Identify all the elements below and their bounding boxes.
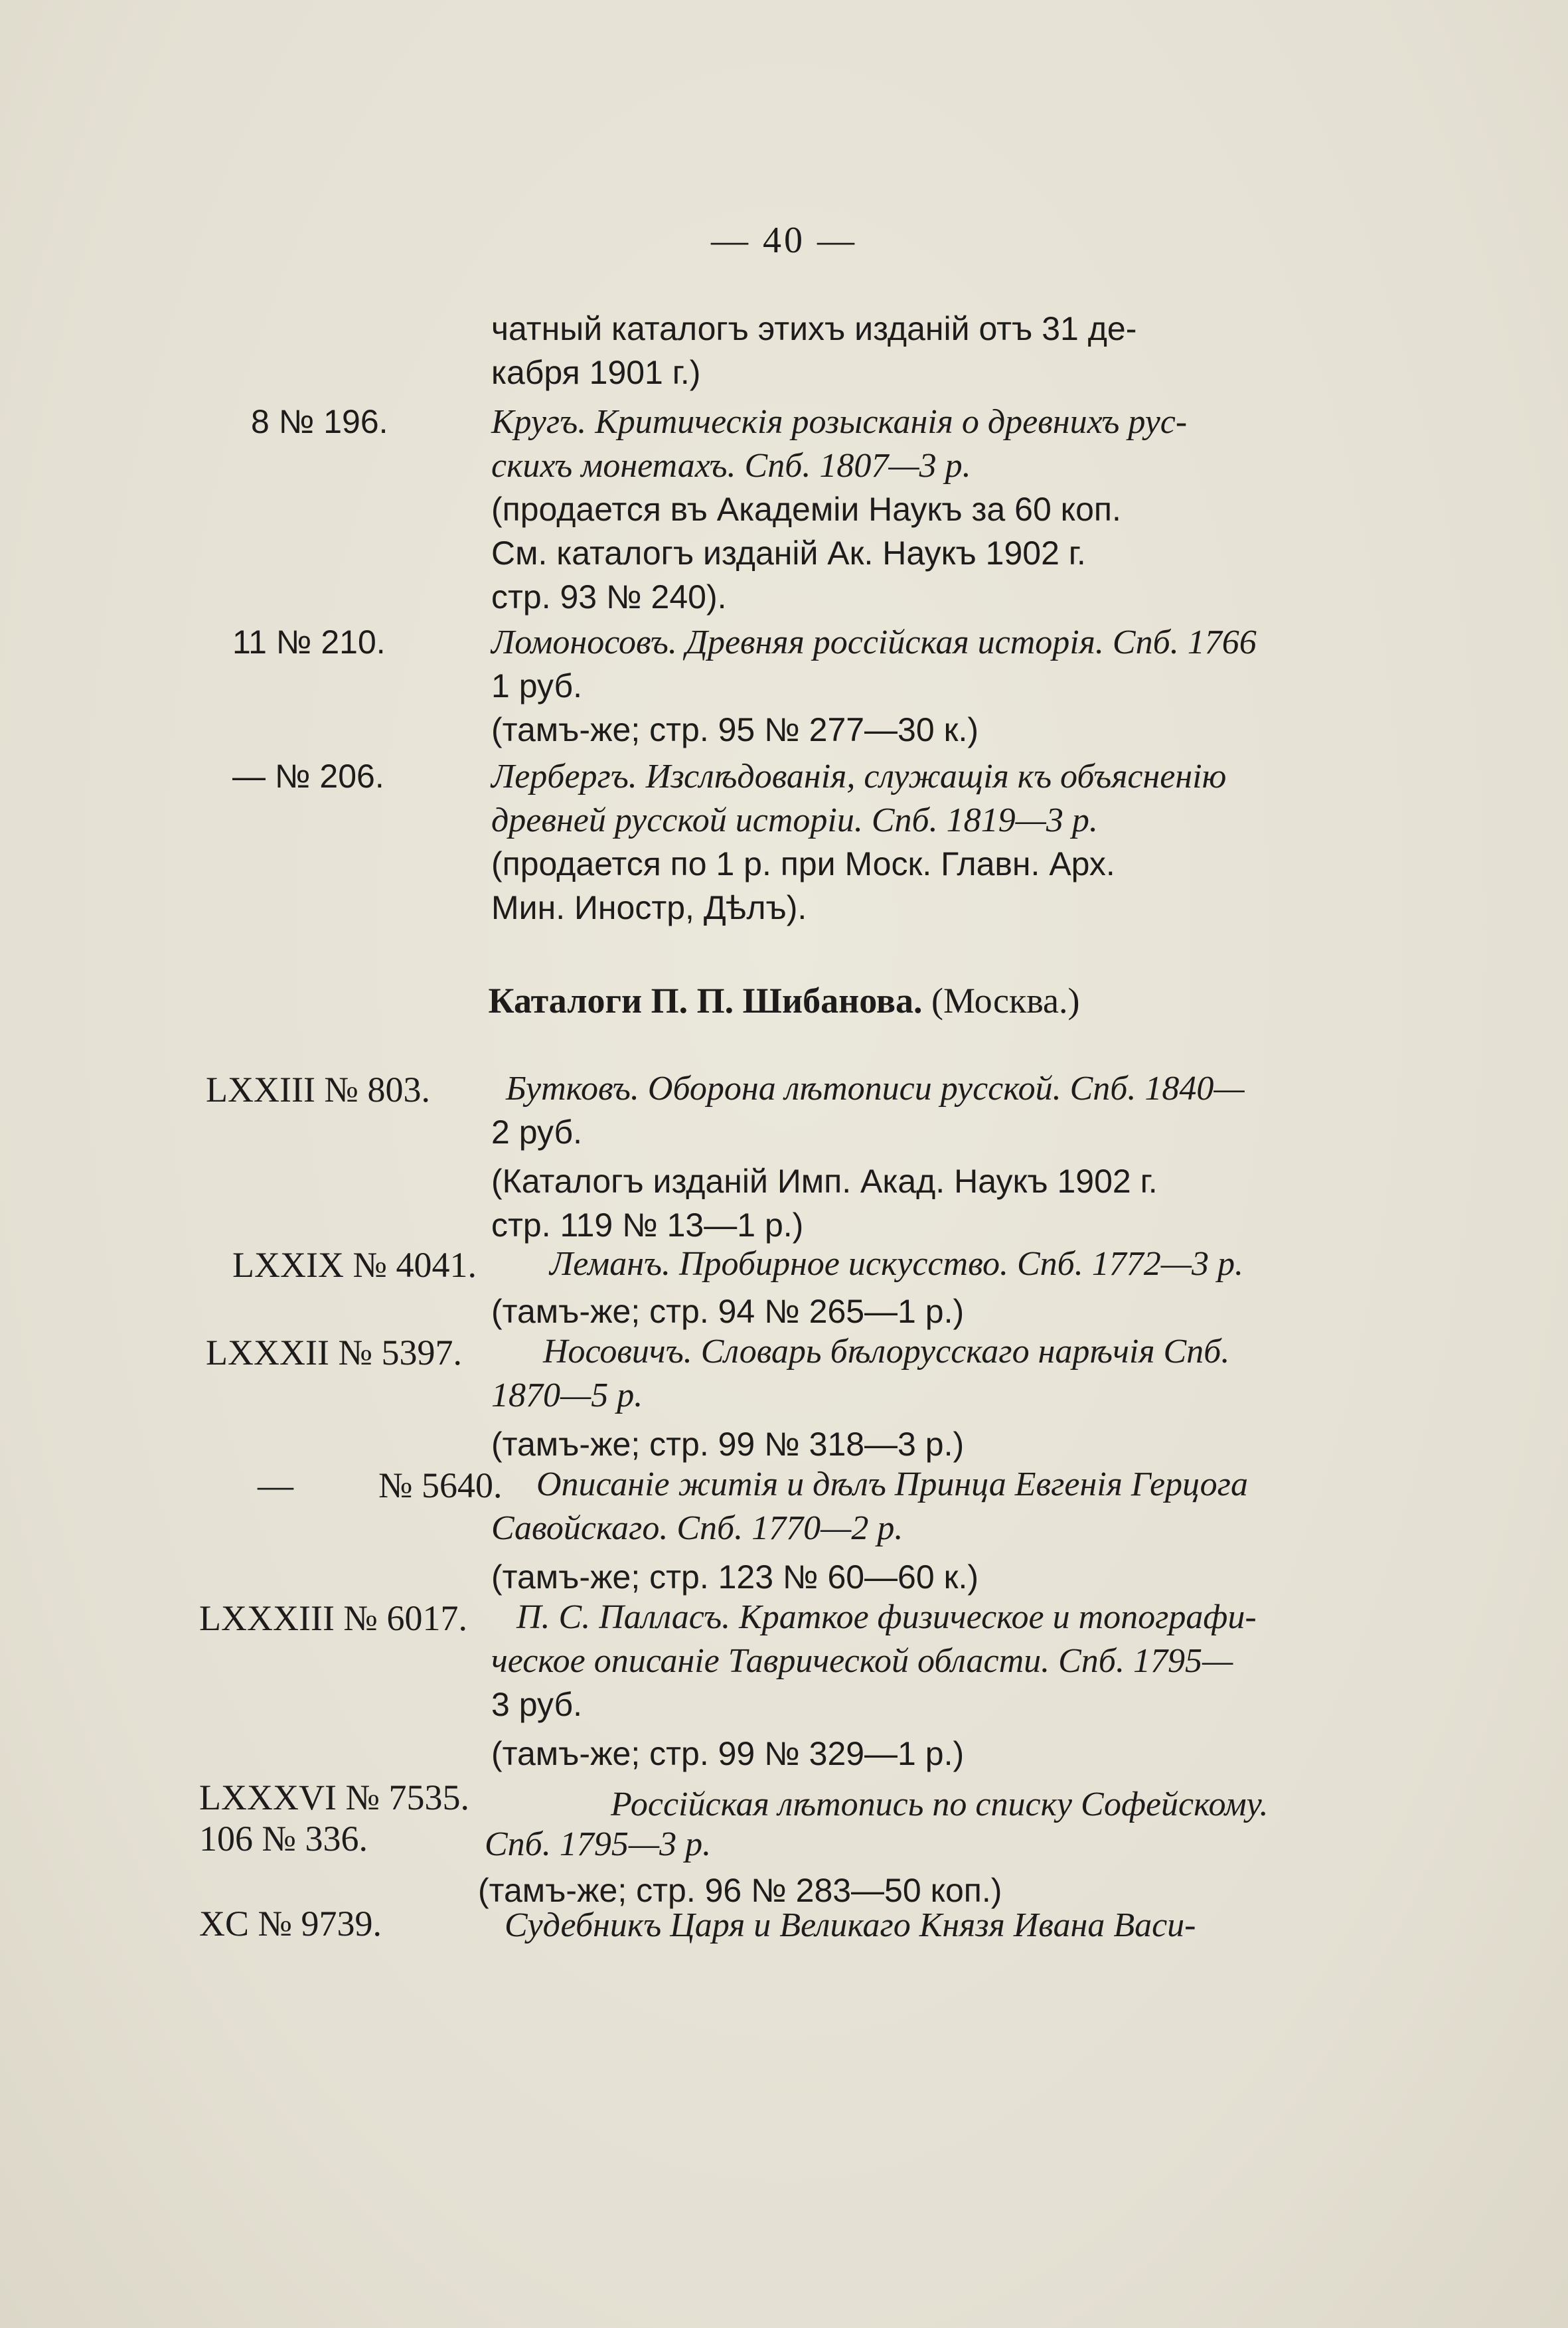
section-heading <box>0 980 1568 1021</box>
entry-number: LXXXIII № 6017. <box>199 1598 467 1638</box>
entry-note-line: См. каталогъ изданій Ак. Наукъ 1902 г. <box>491 535 1086 572</box>
entry-number: 8 № 196. <box>251 403 388 440</box>
entry-title-line: ческое описаніе Таврической области. Спб. 1795— <box>491 1642 1233 1680</box>
entry-note-line: стр. 119 № 13—1 р.) <box>491 1206 804 1244</box>
entry-number: LXXIX № 4041. <box>232 1245 477 1285</box>
entry-title-line: 1870—5 р. <box>491 1376 643 1414</box>
entry-title-line: Лербергъ. Изслѣдованія, служащія къ объясненію <box>491 758 1227 795</box>
entry-note-line: стр. 93 № 240). <box>491 578 727 616</box>
entry-title-line: Судебникъ Царя и Великаго Князя Ивана Васи- <box>505 1906 1196 1944</box>
entry-title-line: Кругъ. Критическія розысканія о древнихъ рус- <box>491 403 1188 441</box>
entry-price-line: 3 руб. <box>491 1686 583 1723</box>
entry-note-line: Мин. Иностр, Дѣлъ). <box>491 889 807 926</box>
entry-number: LXXXII № 5397. <box>206 1333 462 1372</box>
page-number: — 40 — <box>711 220 857 261</box>
entry-title-line: Носовичъ. Словарь бѣлорусскаго нарѣчія Спб. <box>543 1333 1230 1371</box>
entry-note-line: (тамъ-же; стр. 95 № 277—30 к.) <box>491 711 979 748</box>
entry-number: № 5640. <box>378 1465 503 1505</box>
entry-note-line: (Каталогъ изданій Имп. Акад. Наукъ 1902 г. <box>491 1163 1158 1200</box>
entry-price-line: 2 руб. <box>491 1114 583 1151</box>
entry-price-line: 1 руб. <box>491 667 583 705</box>
entry-number-dash: — <box>258 1465 293 1505</box>
entry-number: 11 № 210. <box>232 624 386 661</box>
continuation-line-2: кабря 1901 г.) <box>491 354 701 391</box>
heading-bold: Каталоги П. П. Шибанова. <box>488 981 923 1021</box>
entry-number-secondary: 106 № 336. <box>199 1819 368 1859</box>
entry-number: LXXXVI № 7535. <box>199 1778 469 1817</box>
entry-title-line: древней русской исторіи. Спб. 1819—3 р. <box>491 801 1098 839</box>
entry-note-line: (продается по 1 р. при Моск. Главн. Арх. <box>491 845 1115 882</box>
entry-note-line: (тамъ-же; стр. 99 № 318—3 р.) <box>491 1426 965 1463</box>
entry-title-line: Савойскаго. Спб. 1770—2 р. <box>491 1509 903 1547</box>
entry-note-line: (тамъ-же; стр. 96 № 283—50 коп.) <box>478 1872 1002 1909</box>
entry-note-line: (тамъ-же; стр. 123 № 60—60 к.) <box>491 1558 979 1596</box>
entry-note-line: (продается въ Академіи Наукъ за 60 коп. <box>491 491 1121 528</box>
continuation-line-1: чатный каталогъ этихъ изданій отъ 31 де- <box>491 310 1137 347</box>
entry-title-line: Ломоносовъ. Древняя россійская исторія. Спб. 1766 <box>491 624 1257 661</box>
entry-number: LXXIII № 803. <box>206 1070 430 1110</box>
entry-title-line: Спб. 1795—3 р. <box>485 1825 712 1863</box>
entry-number: — № 206. <box>232 758 384 795</box>
entry-note-line: (тамъ-же; стр. 99 № 329—1 р.) <box>491 1735 965 1772</box>
entry-title-line: Бутковъ. Оборона лѣтописи русской. Спб. 1840— <box>506 1070 1245 1108</box>
heading-location: (Москва.) <box>931 981 1080 1021</box>
entry-title-line: Россійская лѣтопись по списку Софейскому. <box>611 1786 1269 1823</box>
entry-title-line: Описаніе житія и дѣлъ Принца Евгенія Герцога <box>536 1465 1248 1503</box>
entry-number: XC № 9739. <box>199 1904 382 1944</box>
entry-title-line: П. С. Палласъ. Краткое физическое и топографи- <box>516 1598 1257 1636</box>
entry-note-line: (тамъ-же; стр. 94 № 265—1 р.) <box>491 1293 965 1330</box>
entry-title-line: Леманъ. Пробирное искусство. Спб. 1772—3 р. <box>550 1245 1244 1283</box>
entry-title-line: скихъ монетахъ. Спб. 1807—3 р. <box>491 447 971 485</box>
